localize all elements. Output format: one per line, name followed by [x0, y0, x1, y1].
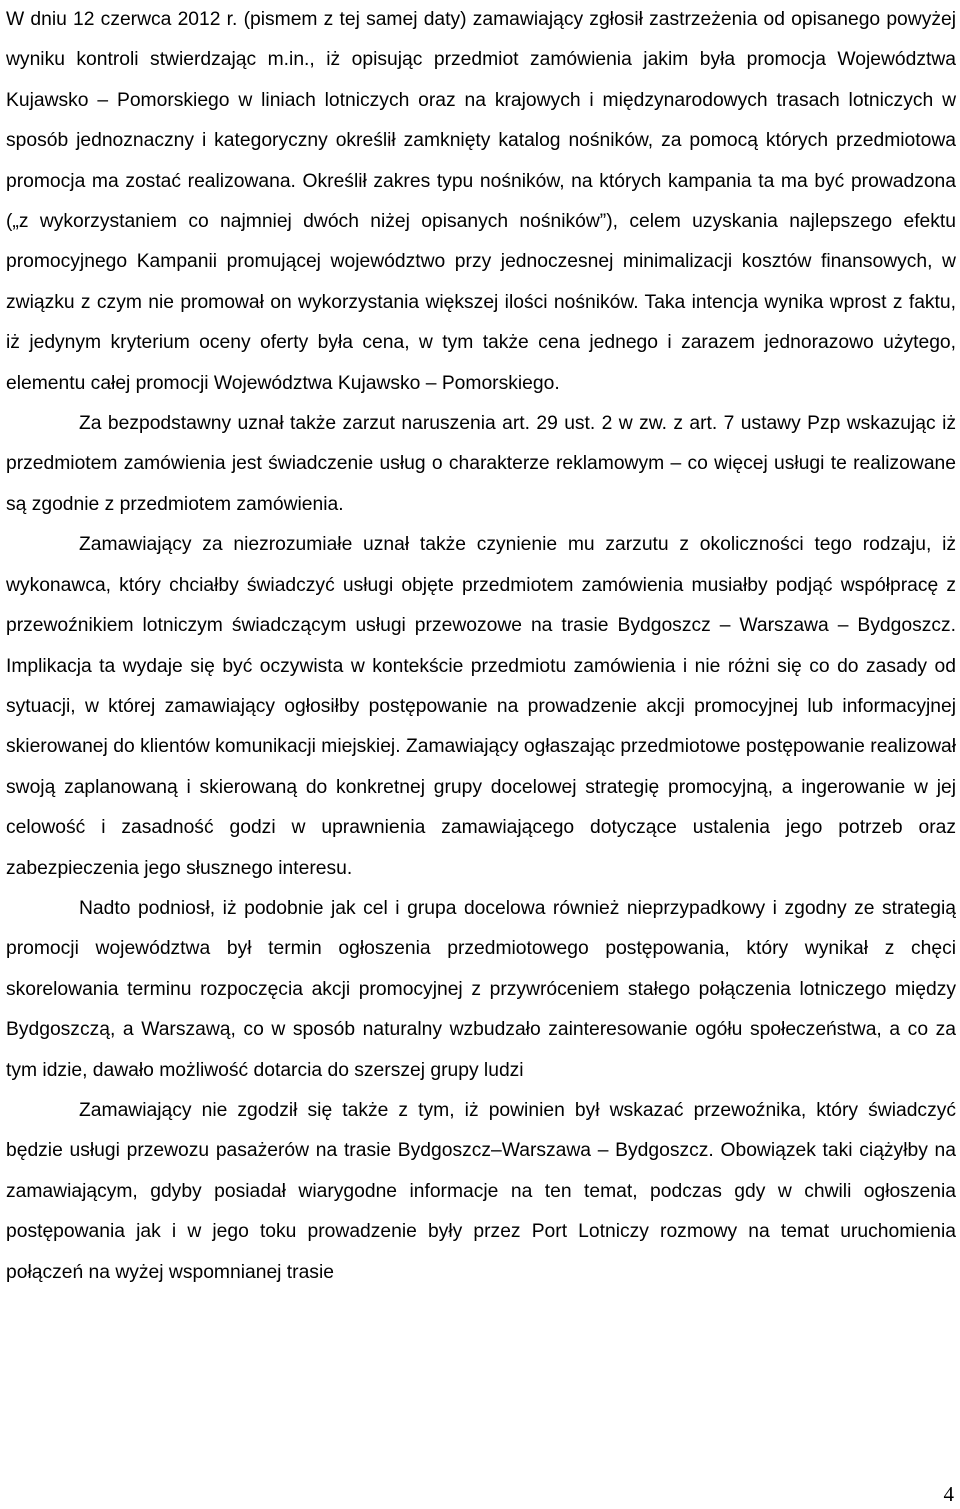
paragraph-2: Za bezpodstawny uznał także zarzut naruszenia art. 29 ust. 2 w zw. z art. 7 ustawy Pzp wskazując iż przedmiotem zamówienia jest świadczenie usług o charakterze reklamowym – co więcej usługi te realizowane są zgodnie z przedmiotem zamówienia.: [6, 413, 956, 515]
paragraph-4: Nadto podniosł, iż podobnie jak cel i grupa docelowa również nieprzypadkowy i zgodny ze strategią promocji województwa był termin ogłoszenia przedmiotowego postępowania, który wynikał z chęci skorelowania terminu rozpoczęcia akcji promocyjnej z przywróceniem stałego połączenia lotniczego między Bydgoszczą, a Warszawą, co w sposób naturalny wzbudzało zainteresowanie ogółu społeczeństwa, a co za tym idzie, dawało możliwość dotarcia do szerszej grupy ludzi: [6, 897, 956, 1081]
paragraph-3: Zamawiający za niezrozumiałe uznał także czynienie mu zarzutu z okoliczności tego rodzaju, iż wykonawca, który chciałby świadczyć usługi objęte przedmiotem zamówienia musiałby podjąć współpracę z przewoźnikiem lotniczym świadczącym usługi przewozowe na trasie Bydgoszcz – Warszawa – Bydgoszcz. Implikacja ta wydaje się być oczywista w kontekście przedmiotu zamówienia i nie różni się co do zasady od sytuacji, w której zamawiający ogłosiłby postępowanie na prowadzenie akcji promocyjnej lub informacyjnej skierowanej do klientów komunikacji miejskiej. Zamawiający ogłaszając przedmiotowe postępowanie realizował swoją zaplanowaną i skierowaną do konkretnej grupy docelowej strategię promocyjną, a ingerowanie w jej celowość i zasadność godzi w uprawnienia zamawiającego dotyczące ustalenia jego potrzeb oraz zabezpieczenia jego słusznego interesu.: [6, 534, 956, 879]
paragraph-5: Zamawiający nie zgodził się także z tym, iż powinien był wskazać przewoźnika, który świadczyć będzie usługi przewozu pasażerów na trasie Bydgoszcz–Warszawa – Bydgoszcz. Obowiązek taki ciążyłby na zamawiającym, gdyby posiadał wiarygodne informacje na ten temat, podczas gdy w chwili ogłoszenia postępowania jak i w jego toku prowadzenie były przez Port Lotniczy rozmowy na temat uruchomienia połączeń na wyżej wspomnianej trasie: [6, 1099, 956, 1283]
document-page: [6, 0, 956, 1293]
paragraph-1: W dniu 12 czerwca 2012 r. (pismem z tej samej daty) zamawiający zgłosił zastrzeżenia od opisanego powyżej wyniku kontroli stwierdzając m.in., iż opisując przedmiot zamówienia jakim była promocja Województwa Kujawsko – Pomorskiego w liniach lotniczych oraz na krajowych i międzynarodowych trasach lotniczych w sposób jednoznaczny i kategoryczny określił zamknięty katalog nośników, za pomocą których przedmiotowa promocja ma zostać realizowana. Określił zakres typu nośników, na których kampania ta ma być prowadzona („z wykorzystaniem co najmniej dwóch niżej opisanych nośników”), celem uzyskania najlepszego efektu promocyjnego Kampanii promującej województwo przy jednoczesnej minimalizacji kosztów finansowych, w związku z czym nie promował on wykorzystania większej ilości nośników. Taka intencja wynika wprost z faktu, iż jedynym kryterium oceny oferty była cena, w tym także cena jednego i zarazem jednorazowo użytego, elementu całej promocji Województwa Kujawsko – Pomorskiego.: [6, 9, 956, 394]
page-number: 4: [943, 1482, 954, 1506]
